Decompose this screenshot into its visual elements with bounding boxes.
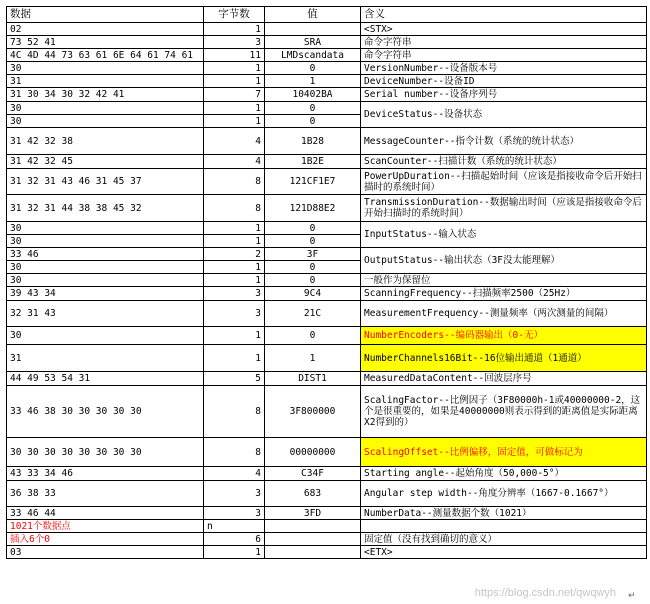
value-cell: 9C4: [265, 287, 361, 301]
meaning-cell: <STX>: [361, 23, 647, 36]
bytes-cell: 8: [204, 169, 265, 195]
value-cell: 0: [265, 62, 361, 75]
meaning-cell: Starting angle--起始角度（50,000-5°）: [361, 467, 647, 481]
data-cell: 31 42 32 45: [7, 155, 204, 169]
bytes-cell: 4: [204, 467, 265, 481]
value-cell: [265, 23, 361, 36]
value-cell: 0: [265, 261, 361, 274]
meaning-cell: 命令字符串: [361, 36, 647, 49]
value-cell: [265, 533, 361, 546]
data-cell: 31 32 31 44 38 38 45 32: [7, 195, 204, 222]
meaning-cell: DeviceNumber--设备ID: [361, 75, 647, 88]
meaning-cell: <ETX>: [361, 546, 647, 559]
bytes-cell: 1: [204, 115, 265, 128]
value-cell: 1B2E: [265, 155, 361, 169]
meaning-cell: 固定值（没有找到确切的意义）: [361, 533, 647, 546]
meaning-cell: [361, 520, 647, 533]
value-cell: 0: [265, 235, 361, 248]
data-cell: 31 30 34 30 32 42 41: [7, 88, 204, 102]
bytes-cell: 3: [204, 301, 265, 327]
value-cell: 00000000: [265, 438, 361, 467]
meaning-cell: VersionNumber--设备版本号: [361, 62, 647, 75]
table-row: [7, 481, 647, 507]
data-cell: 33 46 38 30 30 30 30 30: [7, 386, 204, 438]
data-cell: 43 33 34 46: [7, 467, 204, 481]
table-row: [7, 274, 647, 287]
bytes-cell: 5: [204, 372, 265, 386]
meaning-cell: MeasuredDataContent--回波层序号: [361, 372, 647, 386]
table-header-row: [7, 7, 647, 23]
protocol-table: [6, 6, 647, 559]
value-cell: 10402BA: [265, 88, 361, 102]
table-row: [7, 23, 647, 36]
bytes-cell: n: [204, 520, 265, 533]
bytes-cell: 3: [204, 481, 265, 507]
value-cell: 0: [265, 274, 361, 287]
value-cell: 21C: [265, 301, 361, 327]
table-row: [7, 386, 647, 438]
bytes-cell: 3: [204, 36, 265, 49]
return-mark-icon: ↵: [628, 591, 636, 601]
value-cell: LMDscandata: [265, 49, 361, 62]
watermark-url: https://blog.csdn.net/qwqwyh: [474, 587, 616, 599]
bytes-cell: 8: [204, 195, 265, 222]
table-row: [7, 438, 647, 467]
bytes-cell: 1: [204, 345, 265, 372]
meaning-cell: ScanCounter--扫描计数（系统的统计状态）: [361, 155, 647, 169]
bytes-cell: 1: [204, 222, 265, 235]
bytes-cell: 1: [204, 102, 265, 115]
table-row: [7, 88, 647, 102]
bytes-cell: 1: [204, 235, 265, 248]
meaning-cell-highlighted: ScalingOffset--比例偏移，固定值，可做标记为: [361, 438, 647, 467]
header-bytes: 字节数: [204, 7, 265, 23]
data-cell: 1021个数据点: [7, 520, 204, 533]
data-cell: 30: [7, 222, 204, 235]
data-cell: 30: [7, 261, 204, 274]
value-cell: [265, 546, 361, 559]
table-row: [7, 195, 647, 222]
value-cell: 683: [265, 481, 361, 507]
table-row: [7, 301, 647, 327]
bytes-cell: 8: [204, 438, 265, 467]
table-row: [7, 327, 647, 345]
bytes-cell: 4: [204, 155, 265, 169]
meaning-cell: Serial number--设备序列号: [361, 88, 647, 102]
value-cell: [265, 520, 361, 533]
value-cell: SRA: [265, 36, 361, 49]
meaning-cell: DeviceStatus--设备状态: [361, 102, 647, 128]
data-cell: 30 30 30 30 30 30 30 30: [7, 438, 204, 467]
header-value: 值: [265, 7, 361, 23]
bytes-cell: 1: [204, 23, 265, 36]
value-cell: 3FD: [265, 507, 361, 520]
meaning-cell: OutputStatus--输出状态（3F没太能理解）: [361, 248, 647, 274]
data-cell: 32 31 43: [7, 301, 204, 327]
table-row: [7, 372, 647, 386]
value-cell: 0: [265, 115, 361, 128]
bytes-cell: 1: [204, 261, 265, 274]
table-row: [7, 169, 647, 195]
table-row: [7, 467, 647, 481]
meaning-cell: MeasurementFrequency--测量频率（两次测量的间隔）: [361, 301, 647, 327]
data-cell: 44 49 53 54 31: [7, 372, 204, 386]
data-cell: 30: [7, 115, 204, 128]
data-cell: 73 52 41: [7, 36, 204, 49]
meaning-cell: MessageCounter--指令计数（系统的统计状态）: [361, 128, 647, 155]
table-row: [7, 128, 647, 155]
table-row: [7, 533, 647, 546]
bytes-cell: 1: [204, 62, 265, 75]
data-cell: 30: [7, 235, 204, 248]
table-row: [7, 507, 647, 520]
bytes-cell: 3: [204, 507, 265, 520]
data-cell: 31 42 32 38: [7, 128, 204, 155]
header-data: 数据: [7, 7, 204, 23]
table-row: [7, 102, 647, 115]
meaning-cell-highlighted: NumberChannels16Bit--16位输出通道（1通道）: [361, 345, 647, 372]
table-row: [7, 49, 647, 62]
value-cell: C34F: [265, 467, 361, 481]
table-row: [7, 546, 647, 559]
data-cell: 33 46: [7, 248, 204, 261]
bytes-cell: 1: [204, 274, 265, 287]
meaning-cell: PowerUpDuration--扫描起始时间（应该是指接收命令后开始扫描时的系统时间）: [361, 169, 647, 195]
meaning-cell-highlighted: NumberEncoders--编码器输出（0-无）: [361, 327, 647, 345]
value-cell: DIST1: [265, 372, 361, 386]
value-cell: 1B28: [265, 128, 361, 155]
bytes-cell: 3: [204, 287, 265, 301]
meaning-cell: TransmissionDuration--数据输出时间（应该是指接收命令后开始扫描时的系统时间）: [361, 195, 647, 222]
meaning-cell: 命令字符串: [361, 49, 647, 62]
value-cell: 0: [265, 327, 361, 345]
header-meaning: 含义: [361, 7, 647, 23]
bytes-cell: 1: [204, 327, 265, 345]
value-cell: 0: [265, 222, 361, 235]
value-cell: 0: [265, 102, 361, 115]
table-row: [7, 62, 647, 75]
data-cell: 36 38 33: [7, 481, 204, 507]
bytes-cell: 11: [204, 49, 265, 62]
data-cell: 03: [7, 546, 204, 559]
meaning-cell: NumberData--测量数据个数（1021）: [361, 507, 647, 520]
meaning-cell: ScanningFrequency--扫描频率2500（25Hz）: [361, 287, 647, 301]
data-cell: 02: [7, 23, 204, 36]
data-cell: 30: [7, 102, 204, 115]
data-cell: 30: [7, 327, 204, 345]
data-cell: 31: [7, 345, 204, 372]
bytes-cell: 6: [204, 533, 265, 546]
bytes-cell: 7: [204, 88, 265, 102]
table-row: [7, 248, 647, 261]
meaning-cell: 一般作为保留位: [361, 274, 647, 287]
data-cell: 4C 4D 44 73 63 61 6E 64 61 74 61: [7, 49, 204, 62]
meaning-cell: InputStatus--输入状态: [361, 222, 647, 248]
value-cell: 1: [265, 345, 361, 372]
table-row: [7, 36, 647, 49]
table-row: [7, 345, 647, 372]
data-cell: 30: [7, 62, 204, 75]
value-cell: 3F800000: [265, 386, 361, 438]
data-cell: 30: [7, 274, 204, 287]
data-cell: 31 32 31 43 46 31 45 37: [7, 169, 204, 195]
value-cell: 1: [265, 75, 361, 88]
table-row: [7, 75, 647, 88]
meaning-cell: Angular step width--角度分辨率（1667-0.1667°）: [361, 481, 647, 507]
value-cell: 3F: [265, 248, 361, 261]
table-row: [7, 287, 647, 301]
table-row: [7, 155, 647, 169]
table-row: [7, 222, 647, 235]
data-cell: 插入6个0: [7, 533, 204, 546]
data-cell: 39 43 34: [7, 287, 204, 301]
value-cell: 121CF1E7: [265, 169, 361, 195]
bytes-cell: 4: [204, 128, 265, 155]
data-cell: 33 46 44: [7, 507, 204, 520]
bytes-cell: 2: [204, 248, 265, 261]
bytes-cell: 8: [204, 386, 265, 438]
value-cell: 121D88E2: [265, 195, 361, 222]
bytes-cell: 1: [204, 75, 265, 88]
bytes-cell: 1: [204, 546, 265, 559]
meaning-cell: ScalingFactor--比例因子（3F80000h-1或40000000-2，这个是很重要的，如果是40000000则表示得到的距离值是实际距离X2得到的）: [361, 386, 647, 438]
table-row: [7, 520, 647, 533]
data-cell: 31: [7, 75, 204, 88]
